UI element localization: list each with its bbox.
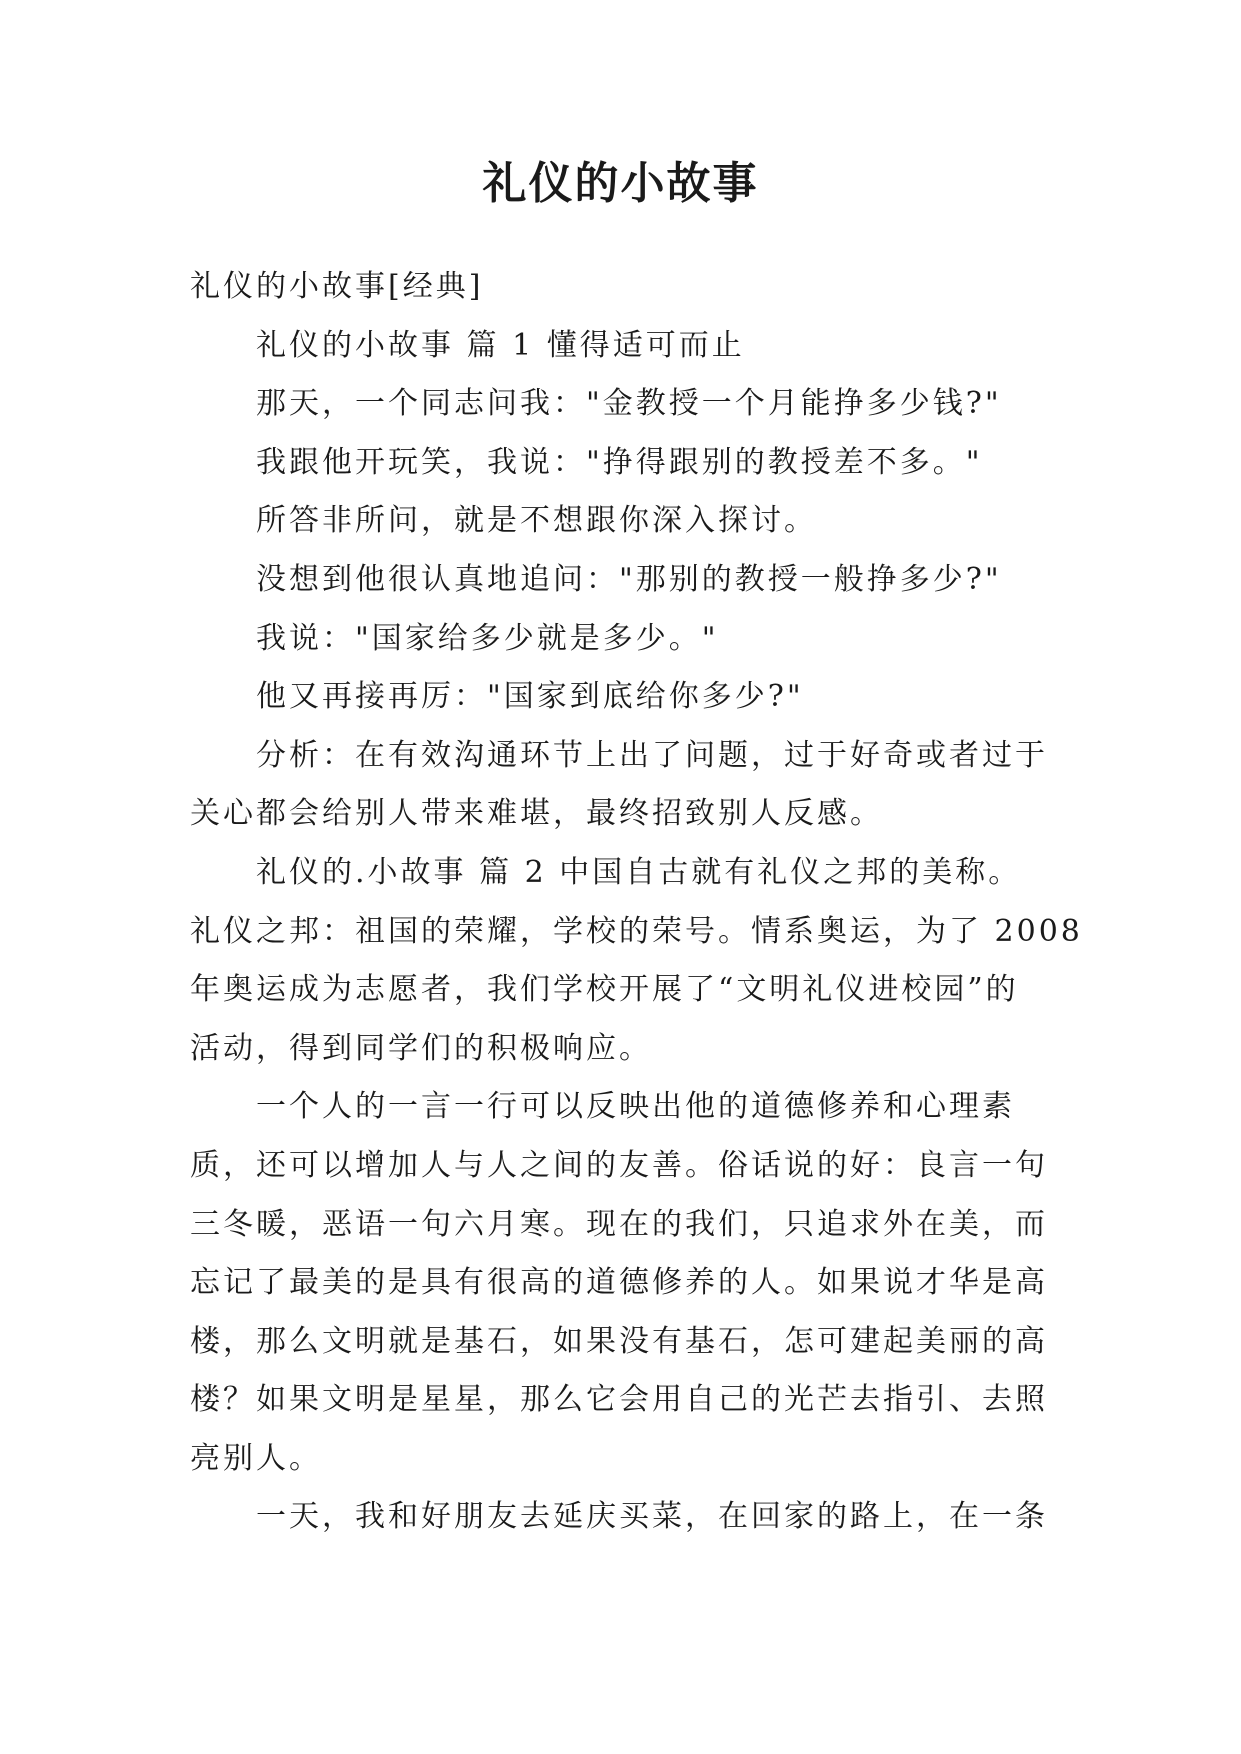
text-line: 楼？如果文明是星星，那么它会用自己的光芒去指引、去照 [190,1382,1048,1418]
text-line: 关心都会给别人带来难堪，最终招致别人反感。 [190,796,883,832]
page-title: 礼仪的小故事 [482,158,759,209]
text-line: 所答非所问，就是不想跟你深入探讨。 [256,503,817,539]
text-line: 没想到他很认真地追问："那别的教授一般挣多少?" [256,561,1002,597]
text-line: 他又再接再厉："国家到底给你多少?" [256,679,804,715]
text-line: 年奥运成为志愿者，我们学校开展了“文明礼仪进校园”的 [190,972,1019,1008]
text-line: 礼仪之邦：祖国的荣耀，学校的荣号。情系奥运，为了 2008 [190,913,1083,949]
text-line: 质，还可以增加人与人之间的友善。俗话说的好：良言一句 [190,1147,1048,1183]
text-line: 活动，得到同学们的积极响应。 [190,1030,652,1066]
text-line: 三冬暖，恶语一句六月寒。现在的我们，只追求外在美，而 [190,1206,1048,1242]
text-line: 亮别人。 [190,1440,322,1476]
text-line: 楼，那么文明就是基石，如果没有基石，怎可建起美丽的高 [190,1323,1048,1359]
text-line: 我跟他开玩笑，我说："挣得跟别的教授差不多。" [256,444,983,480]
text-line: 那天，一个同志问我："金教授一个月能挣多少钱?" [256,386,1002,422]
text-line: 一天，我和好朋友去延庆买菜，在回家的路上，在一条 [256,1499,1048,1535]
text-line: 分析：在有效沟通环节上出了问题，过于好奇或者过于 [256,737,1048,773]
text-line: 礼仪的.小故事 篇 2 中国自古就有礼仪之邦的美称。 [256,854,1022,890]
document-body [190,258,1083,1547]
text-line: 一个人的一言一行可以反映出他的道德修养和心理素 [256,1089,1015,1125]
text-line: 我说："国家给多少就是多少。" [256,620,719,656]
text-line: 礼仪的小故事[经典] [190,269,484,304]
text-line: 忘记了最美的是具有很高的道德修养的人。如果说才华是高 [190,1265,1048,1301]
text-line: 礼仪的小故事 篇 1 懂得适可而止 [256,327,745,363]
